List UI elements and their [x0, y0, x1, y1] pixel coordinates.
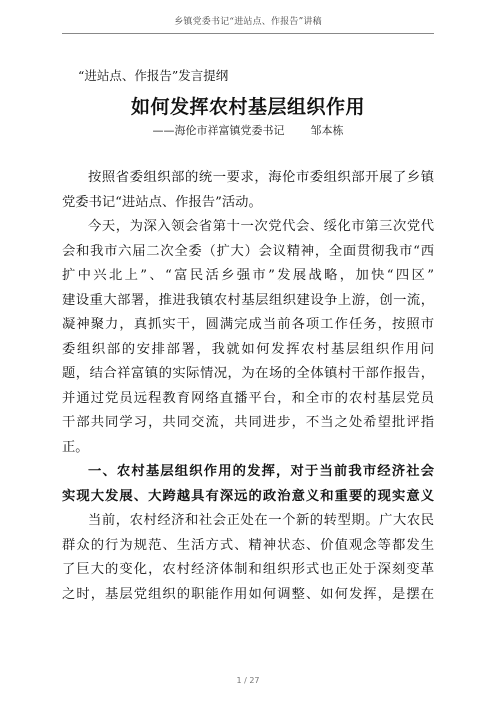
byline-role: ——海伦市祥富镇党委书记	[152, 124, 285, 137]
paragraph-line: 建设重大部署，推进我镇农村基层组织建设争上游，创一流，	[62, 292, 434, 308]
header-divider	[62, 33, 434, 34]
running-header: 乡镇党委书记“进站点、作报告”讲稿	[174, 17, 322, 27]
paragraph-line: 并通过党员远程教育网络直播平台，和全市的农村基层党员	[62, 390, 434, 406]
section-heading-line: 一、农村基层组织作用的发挥，对于当前我市经济社会	[88, 464, 434, 479]
page-number: 1 / 27	[236, 676, 260, 685]
paragraph-line: 党委书记“进站点、作报告”活动。	[62, 194, 262, 210]
paragraph-line: 之时，基层党组织的职能作用如何调整、如何发挥，是摆在	[62, 586, 434, 602]
paragraph-line: 正。	[62, 439, 89, 455]
byline-name: 邹本栋	[310, 124, 344, 137]
paragraph-line: 委组织部的安排部署，我就如何发挥农村基层组织作用问	[62, 341, 434, 357]
paragraph-line: 按照省委组织部的统一要求，海伦市委组织部开展了乡镇	[88, 170, 434, 185]
paragraph-line: 干部共同学习，共同交流，共同进步，不当之处希望批评指	[62, 415, 434, 430]
paragraph-line: 今天，为深入领会省第十一次党代会、绥化市第三次党代	[88, 219, 434, 234]
paragraph-line: 扩中兴北上”、“富民活乡强市”发展战略，加快“四区”	[62, 268, 434, 283]
paragraph-line: 了巨大的变化，农村经济体制和组织形式也正处于深刻变革	[62, 562, 434, 577]
paragraph-line: 会和我市六届二次全委（扩大）会议精神，全面贯彻我市“西	[62, 243, 434, 259]
paragraph-line: 群众的行为规范、生活方式、精神状态、价值观念等都发生	[62, 537, 434, 553]
document-subheading: “进站点、作报告”发言提纲	[78, 68, 229, 83]
byline	[0, 122, 496, 138]
paragraph-line: 当前，农村经济和社会正处在一个新的转型期。广大农民	[88, 513, 434, 528]
document-title: 如何发挥农村基层组织作用	[130, 96, 365, 118]
document-body	[62, 166, 434, 607]
paragraph-line: 题，结合祥富镇的实际情况，为在场的全体镇村干部作报告，	[62, 366, 434, 381]
section-heading-line: 实现大发展、大跨越具有深远的政治意义和重要的现实意义	[62, 488, 434, 504]
paragraph-line: 凝神聚力，真抓实干，圆满完成当前各项工作任务，按照市	[62, 317, 434, 332]
